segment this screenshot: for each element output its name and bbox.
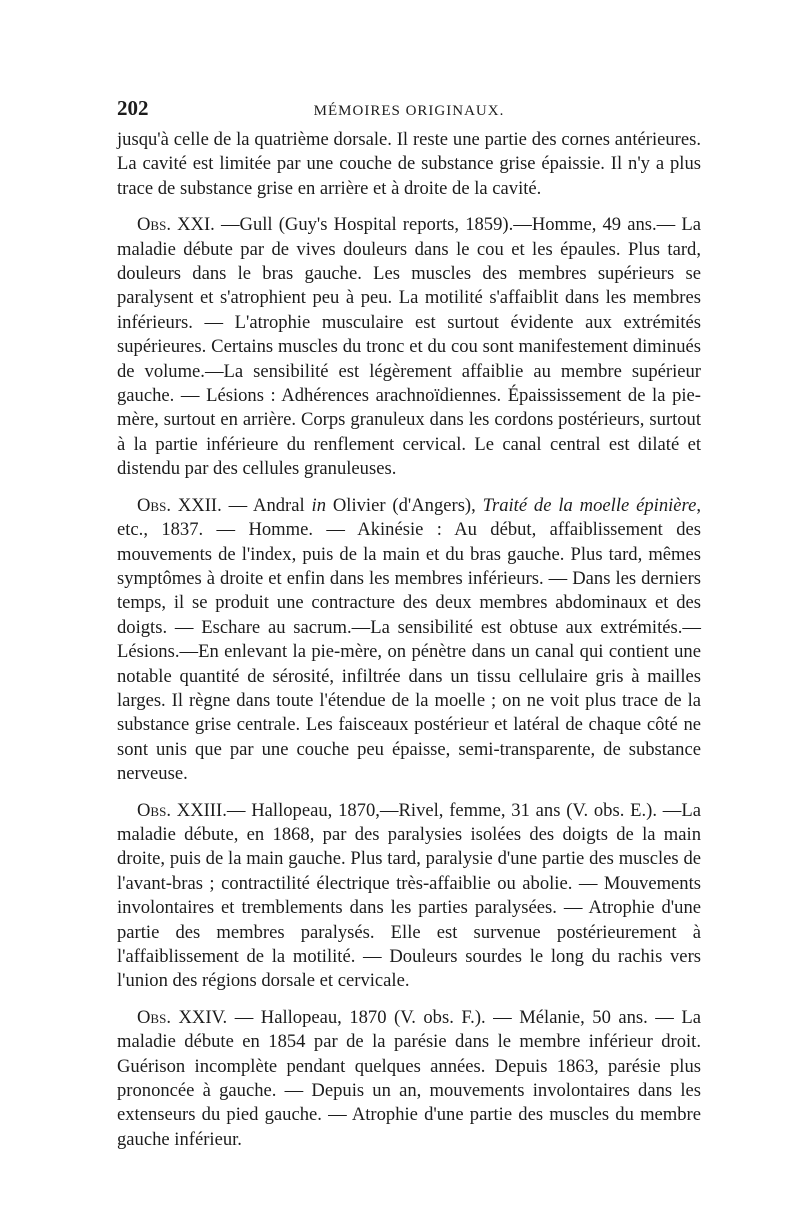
paragraph-text-pre: — Andral bbox=[221, 494, 312, 516]
document-page bbox=[117, 96, 701, 1164]
paragraph-text: — Hallopeau, 1870 (V. obs. F.). — Mélanie, 50 ans. — La maladie débute en 1854 par de la parésie dans le membre inférieur droit. Guérison incomplète pendant quelques années. Depuis 1863, parésie plus prononcée à gauche. — Depuis un an, mouvements involontaires dans les extenseurs du pied gauche. — Atrophie d'une partie des muscles du membre gauche inférieur. bbox=[117, 1006, 702, 1150]
observation-label: Obs. XXIII. bbox=[137, 799, 227, 821]
book-title: Traité de la moelle épinière bbox=[482, 494, 697, 516]
page-number: 202 bbox=[117, 96, 149, 120]
paragraph-continuation bbox=[117, 128, 701, 201]
paragraph-text: — Hallopeau, 1870,—Rivel, femme, 31 ans (V. obs. E.). —La maladie débute, en 1868, par des paralysies isolées des doigts de la main droite, puis de la main gauche. Plus tard, paralysie d'une partie des muscles de l'avant-bras ; contractilité électrique très-affaiblie ou abolie. — Mouvements involontaires et tremblements dans les parties paralysées. — Atrophie d'une partie des membres paralysés. Elle est survenue postérieurement à l'affaiblissement de la motilité. — Douleurs sourdes le long du rachis vers l'union des régions dorsale et cervicale. bbox=[117, 799, 701, 992]
observation-label: Obs. XXI. bbox=[137, 214, 215, 236]
observation-label: Obs. XXII. bbox=[137, 494, 222, 516]
italic-in: in bbox=[311, 494, 326, 516]
observation-xxii bbox=[117, 494, 701, 787]
observation-label: Obs. XXIV. bbox=[137, 1006, 228, 1028]
observation-xxiv bbox=[117, 1006, 701, 1152]
paragraph-text: —Gull (Guy's Hospital reports, 1859).—Homme, 49 ans.— La maladie débute par de vives douleurs dans le cou et les épaules. Plus tard, douleurs dans le bras gauche. Les muscles des membres supérieurs se paralysent et s'atrophient peu à peu. La motilité s'affaiblit dans les membres inférieurs. — L'atrophie musculaire est surtout évidente aux extrémités supérieures. Certains muscles du tronc et du cou sont manifestement diminués de volume.—La sensibilité est légèrement affaiblie au membre supérieur gauche. — Lésions : Adhérences arachnoïdiennes. Épaississement de la pie-mère, surtout en arrière. Corps granuleux dans les cordons postérieurs, surtout à la partie inférieure du renflement cervical. Le canal central est dilaté et distendu par des cellules granuleuses. bbox=[117, 214, 701, 480]
paragraph-text: jusqu'à celle de la quatrième dorsale. Il reste une partie des cornes antérieures. La cavité est limitée par une couche de substance grise épaissie. Il n'y a plus trace de substance grise en arrière et à droite de la cavité. bbox=[117, 129, 701, 199]
body-text bbox=[117, 128, 701, 1152]
paragraph-text: , etc., 1837. — Homme. — Akinésie : Au début, affaiblissement des mouvements de l'index, puis de la main et du bras gauche. Plus tard, mêmes symptômes à droite et enfin dans les membres inférieurs. — Dans les derniers temps, il se produit une contracture des deux membres abdominaux et des doigts. — Eschare au sacrum.—La sensibilité est obtuse aux extrémités.—Lésions.—En enlevant la pie-mère, on pénètre dans un canal qui contient une notable quantité de sérosité, infiltrée dans un tissu cellulaire gris à mailles larges. Il règne dans toute l'étendue de la moelle ; on ne voit plus trace de la substance grise centrale. Les faisceaux postérieur et latéral de chaque côté ne sont unis que par une couche peu épaisse, semi-transparente, de substance nerveuse. bbox=[117, 494, 701, 785]
page-header bbox=[117, 96, 701, 126]
paragraph-text-mid: Olivier (d'Angers), bbox=[326, 494, 483, 516]
observation-xxi bbox=[117, 213, 701, 481]
running-head: MÉMOIRES ORIGINAUX. bbox=[313, 103, 505, 119]
observation-xxiii bbox=[117, 799, 701, 994]
